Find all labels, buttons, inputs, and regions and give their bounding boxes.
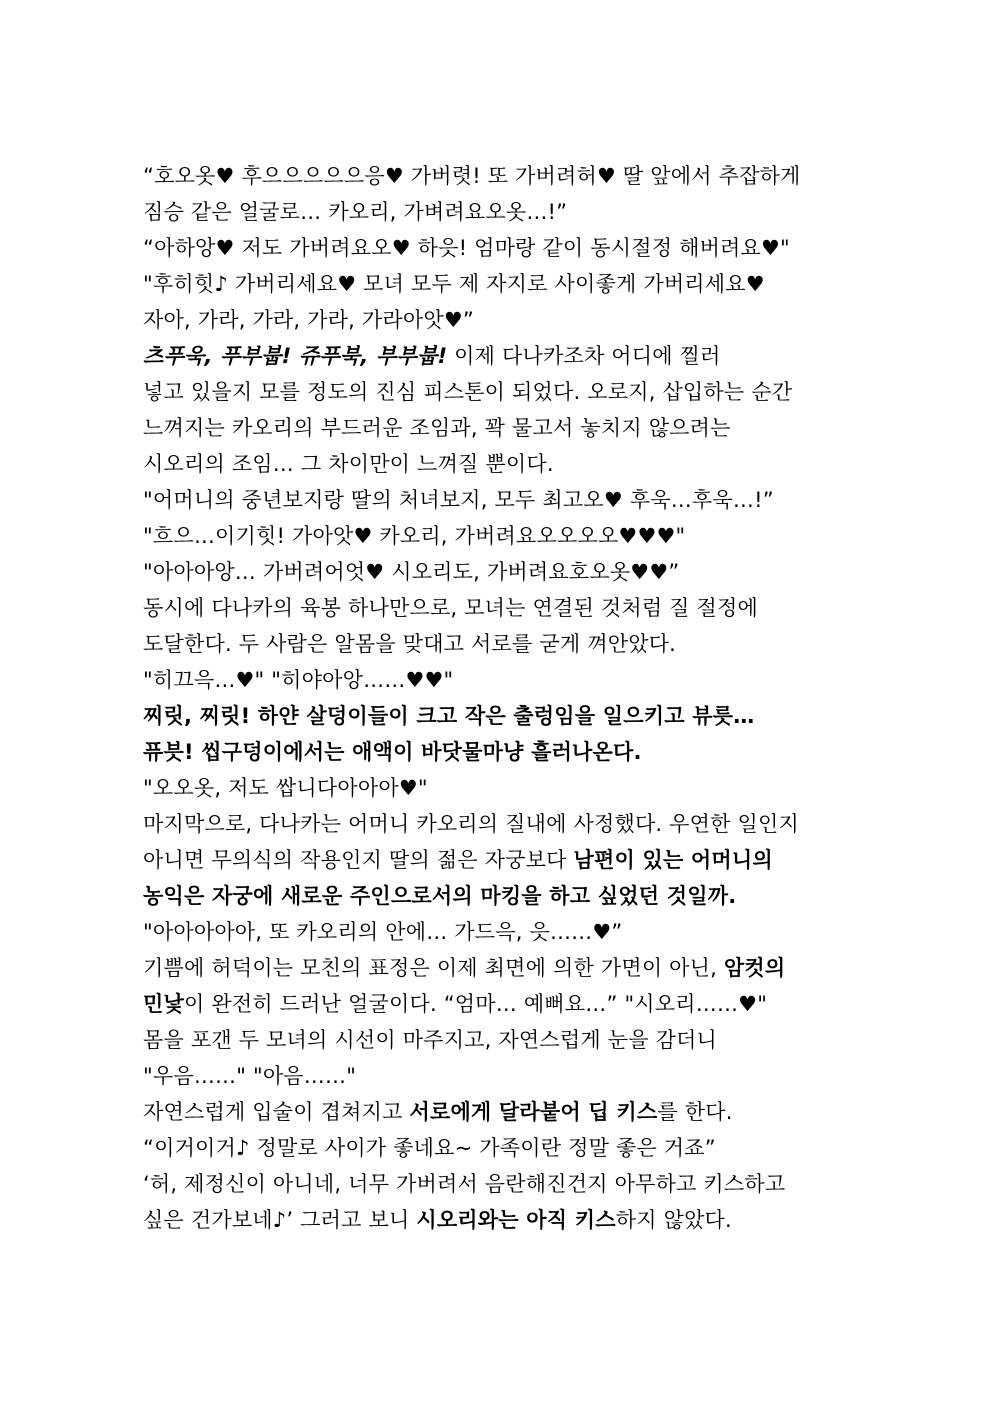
text-segment: “호오옷♥ 후으으으으으응♥ 가버렷! 또 가버려허♥ 딸 앞에서 추잡하게 (143, 164, 801, 188)
text-line (143, 734, 863, 770)
text-segment: 아니면 무의식의 작용인지 딸의 젊은 자궁보다 (143, 848, 574, 872)
text-segment: 하지 않았다. (615, 1208, 732, 1232)
text-segment: 느껴지는 카오리의 부드러운 조임과, 꽉 물고서 놓치지 않으려는 (143, 416, 731, 440)
text-line (143, 878, 863, 914)
text-segment: 싶은 건가보네♪’ 그러고 보니 (143, 1208, 417, 1232)
text-line (143, 410, 863, 446)
text-segment: "아아아아아, 또 카오리의 안에… 가드윽, 읏……♥” (143, 920, 623, 944)
document-page-body (143, 158, 863, 1238)
text-segment: 시오리의 조임… 그 차이만이 느껴질 뿐이다. (143, 452, 554, 476)
text-line (143, 662, 863, 698)
text-segment: “아하앙♥ 저도 가버려요오♥ 하읏! 엄마랑 같이 동시절정 해버려요♥" (143, 236, 790, 260)
text-line (143, 518, 863, 554)
text-line (143, 374, 863, 410)
text-segment: 기쁨에 허덕이는 모친의 표정은 이제 최면에 의한 가면이 아닌, (143, 956, 724, 980)
text-segment: 몸을 포갠 두 모녀의 시선이 마주지고, 자연스럽게 눈을 감더니 (143, 1028, 718, 1052)
text-line (143, 1094, 863, 1130)
text-line (143, 482, 863, 518)
emphasized-text: 남편이 있는 어머니의 (573, 848, 773, 872)
text-line (143, 1022, 863, 1058)
text-segment: "히끄윽…♥" "히야아앙……♥♥" (143, 668, 454, 692)
emphasized-text: 츠푸욱, 푸부붑! 쥬푸북, 부부붑! (143, 344, 448, 368)
text-line (143, 698, 863, 734)
text-line (143, 950, 863, 986)
text-line (143, 554, 863, 590)
text-line (143, 626, 863, 662)
text-segment: "후히힛♪ 가버리세요♥ 모녀 모두 제 자지로 사이좋게 가버리세요♥ (143, 272, 765, 296)
text-line (143, 446, 863, 482)
text-segment: 동시에 다나카의 육봉 하나만으로, 모녀는 연결된 것처럼 질 절정에 (143, 596, 758, 620)
text-segment: 짐승 같은 얼굴로… 카오리, 가벼려요오옷…!” (143, 200, 568, 224)
emphasized-text: 서로에게 달라붙어 딥 키스 (409, 1100, 658, 1124)
text-line (143, 1166, 863, 1202)
text-line (143, 266, 863, 302)
emphasized-text: 시오리와는 아직 키스 (416, 1208, 616, 1232)
text-segment: “이거이거♪ 정말로 사이가 좋네요~ 가족이란 정말 좋은 거죠” (143, 1136, 716, 1160)
text-line (143, 590, 863, 626)
text-line (143, 302, 863, 338)
text-line (143, 986, 863, 1022)
emphasized-text: 민낯 (143, 992, 184, 1016)
text-segment: 도달한다. 두 사람은 알몸을 맞대고 서로를 굳게 껴안았다. (143, 632, 677, 656)
text-segment: "어머니의 중년보지랑 딸의 처녀보지, 모두 최고오♥ 후욱…후욱…!” (143, 488, 774, 512)
text-line (143, 806, 863, 842)
text-segment: "우음……" "아음……" (143, 1064, 357, 1088)
text-line (143, 230, 863, 266)
text-line (143, 842, 863, 878)
text-segment: "아아아앙… 가버려어엇♥ 시오리도, 가버려요호오옷♥♥” (143, 560, 680, 584)
text-line (143, 338, 863, 374)
text-line (143, 914, 863, 950)
emphasized-text: 농익은 자궁에 새로운 주인으로서의 마킹을 하고 싶었던 것일까. (143, 884, 737, 908)
text-segment: "흐으…이기힛! 가아앗♥ 카오리, 가버려요오오오오♥♥♥" (143, 524, 686, 548)
text-line (143, 770, 863, 806)
emphasized-text: 퓨븟! 씹구덩이에서는 애액이 바닷물마냥 흘러나온다. (143, 740, 642, 764)
text-segment: 자아, 가라, 가라, 가라, 가라아앗♥” (143, 308, 474, 332)
text-segment: "오오옷, 저도 쌉니다아아아♥" (143, 776, 428, 800)
text-segment: 마지막으로, 다나카는 어머니 카오리의 질내에 사정했다. 우연한 일인지 (143, 812, 799, 836)
text-line (143, 194, 863, 230)
text-segment: 를 한다. (657, 1100, 733, 1124)
text-segment: ‘허, 제정신이 아니네, 너무 가버려서 음란해진건지 아무하고 키스하고 (143, 1172, 786, 1196)
text-segment: 넣고 있을지 모를 정도의 진심 피스톤이 되었다. 오로지, 삽입하는 순간 (143, 380, 793, 404)
text-line (143, 158, 863, 194)
text-segment: 자연스럽게 입술이 겹쳐지고 (143, 1100, 410, 1124)
text-line (143, 1202, 863, 1238)
text-segment: 이 완전히 드러난 얼굴이다. “엄마… 예뻐요…” "시오리……♥" (183, 992, 768, 1016)
text-segment: 이제 다나카조차 어디에 찔러 (447, 344, 721, 368)
emphasized-text: 찌릿, 찌릿! 하얀 살덩이들이 크고 작은 출렁임을 일으키고 뷰릇… (143, 704, 755, 728)
text-line (143, 1130, 863, 1166)
emphasized-text: 암컷의 (723, 956, 786, 980)
text-line (143, 1058, 863, 1094)
